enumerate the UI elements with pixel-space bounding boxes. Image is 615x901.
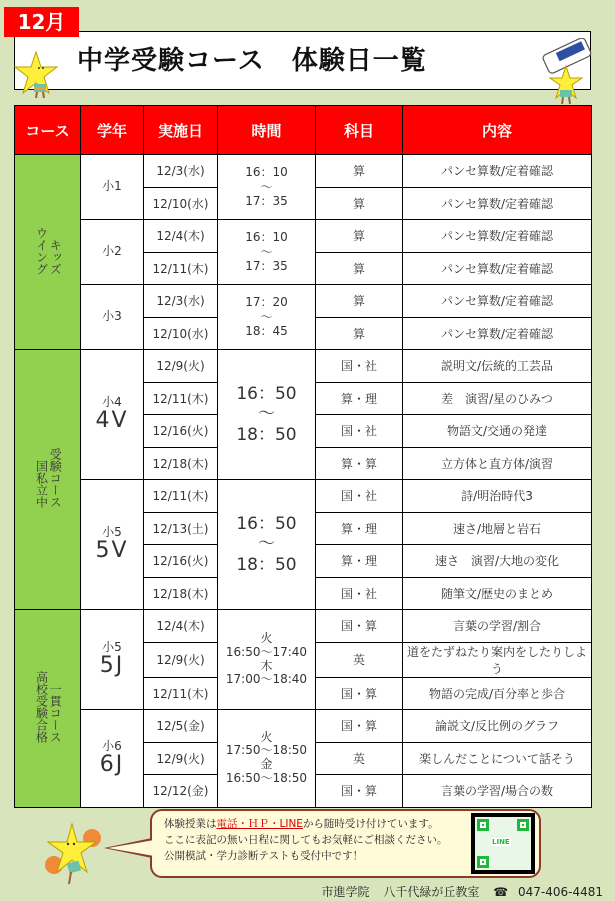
subject-cell: 国・算 (316, 610, 403, 643)
date-cell: 12/4(木) (144, 220, 218, 253)
content-cell: 説明文/伝統的工芸品 (403, 350, 592, 383)
subject-cell: 算 (316, 317, 403, 350)
table-row (15, 285, 592, 318)
subject-cell: 算・算 (316, 447, 403, 480)
date-cell: 12/10(水) (144, 317, 218, 350)
time-cell: 火 17:50～18:50 金 16:50～18:50 (218, 710, 316, 808)
content-cell: 速さ 演習/大地の変化 (403, 545, 592, 578)
content-cell: 物語文/交通の発達 (403, 415, 592, 448)
course-cell-high-school (15, 610, 81, 808)
info-callout (150, 809, 541, 878)
course-name-line: 高校受験合格 (34, 670, 49, 743)
course-cell-national-private (15, 350, 81, 610)
subject-cell: 国・算 (316, 710, 403, 743)
subject-cell: 算 (316, 220, 403, 253)
content-cell: 物語の完成/百分率と歩合 (403, 677, 592, 710)
callout-line-3: 公開模試・学力診断テストも受付中です！ (164, 850, 364, 862)
subject-cell: 国・社 (316, 577, 403, 610)
time-cell: 火 16:50～17:40 木 17:00～18:40 (218, 610, 316, 710)
subject-cell: 算・理 (316, 545, 403, 578)
grade-cell: 小1 (81, 155, 144, 220)
grade-cell: 小3 (81, 285, 144, 350)
star-pompom-mascot-icon (44, 820, 104, 888)
subject-cell: 英 (316, 742, 403, 775)
date-cell: 12/11(木) (144, 677, 218, 710)
callout-tail-inner (108, 840, 154, 856)
callout-line-2: ここに表記の無い日程に関してもお気軽にご相談ください。 (164, 834, 448, 846)
month-badge: 12月 (4, 7, 79, 37)
subject-cell: 算 (316, 285, 403, 318)
table-row (15, 155, 592, 188)
date-cell: 12/11(木) (144, 252, 218, 285)
content-cell: 立方体と直方体/演習 (403, 447, 592, 480)
content-cell: 差 演習/星のひみつ (403, 382, 592, 415)
school-name: 市進学院 (321, 885, 370, 899)
grade-cell: 小2 (81, 220, 144, 285)
content-cell: パンセ算数/定着確認 (403, 155, 592, 188)
qr-label: LINE (492, 838, 510, 846)
header-grade: 学年 (81, 106, 144, 155)
eraser-star-mascot-icon (536, 38, 598, 106)
subject-cell: 算・理 (316, 382, 403, 415)
content-cell: パンセ算数/定着確認 (403, 317, 592, 350)
date-cell: 12/18(木) (144, 577, 218, 610)
callout-line-1: 体験授業は電話・ＨＰ・LINEから随時受け付けています。 (164, 818, 439, 830)
content-cell: パンセ算数/定着確認 (403, 285, 592, 318)
subject-cell: 国・社 (316, 415, 403, 448)
subject-cell: 算 (316, 155, 403, 188)
content-cell: 随筆文/歴史のまとめ (403, 577, 592, 610)
date-cell: 12/9(火) (144, 350, 218, 383)
phone-number: 047-406-4481 (517, 885, 603, 899)
content-cell: 詩/明治時代3 (403, 480, 592, 513)
course-name-line: 一貫コース (48, 682, 63, 743)
table-row (15, 220, 592, 253)
date-cell: 12/16(火) (144, 415, 218, 448)
date-cell: 12/16(火) (144, 545, 218, 578)
date-cell: 12/18(木) (144, 447, 218, 480)
content-cell: 道をたずねたり案内をしたりしよう (403, 642, 592, 677)
header-date: 実施日 (144, 106, 218, 155)
date-cell: 12/3(水) (144, 285, 218, 318)
subject-cell: 算 (316, 187, 403, 220)
subject-cell: 英 (316, 642, 403, 677)
course-name-line: キッズ (48, 238, 63, 275)
time-cell: 16：10 ～ 17：35 (218, 220, 316, 285)
date-cell: 12/13(土) (144, 512, 218, 545)
footer (312, 883, 603, 900)
grade-cell: 小6 6J (81, 710, 144, 808)
contact-link[interactable]: 電話・ＨＰ・LINE (216, 818, 303, 830)
table-row (15, 710, 592, 743)
course-cell-wing-kids (15, 155, 81, 350)
header-content: 内容 (403, 106, 592, 155)
subject-cell: 算 (316, 252, 403, 285)
grade-cell: 小5 5J (81, 610, 144, 710)
table-row (15, 610, 592, 643)
page-title: 中学受験コース 体験日一覧 (77, 46, 427, 76)
qr-code-icon (475, 817, 531, 870)
table-header-row (15, 106, 592, 155)
table-row (15, 480, 592, 513)
time-cell: 17：20 ～ 18：45 (218, 285, 316, 350)
grade-cell: 小4 4V (81, 350, 144, 480)
header-course: コース (15, 106, 81, 155)
content-cell: パンセ算数/定着確認 (403, 220, 592, 253)
time-cell: 16：10 ～ 17：35 (218, 155, 316, 220)
date-cell: 12/12(金) (144, 775, 218, 808)
content-cell: パンセ算数/定着確認 (403, 187, 592, 220)
subject-cell: 国・算 (316, 677, 403, 710)
course-name-line: 受験コース (48, 448, 63, 508)
subject-cell: 国・社 (316, 480, 403, 513)
date-cell: 12/3(水) (144, 155, 218, 188)
schedule-table (14, 105, 592, 808)
table-row (15, 350, 592, 383)
phone-icon: ☎ (493, 885, 509, 899)
date-cell: 12/9(火) (144, 642, 218, 677)
header-subject: 科目 (316, 106, 403, 155)
content-cell: 楽しんだことについて話そう (403, 742, 592, 775)
course-name-line: ウイング (34, 226, 49, 275)
time-cell: 16：50 ～ 18：50 (218, 350, 316, 480)
title-box (14, 31, 591, 90)
line-qr-code[interactable] (471, 813, 535, 874)
date-cell: 12/11(木) (144, 382, 218, 415)
subject-cell: 国・算 (316, 775, 403, 808)
time-cell: 16：50 ～ 18：50 (218, 480, 316, 610)
date-cell: 12/5(金) (144, 710, 218, 743)
course-name-line: 国私立中 (34, 460, 49, 508)
subject-cell: 算・理 (316, 512, 403, 545)
branch-name: 八千代緑が丘教室 (383, 885, 480, 899)
content-cell: 言葉の学習/場合の数 (403, 775, 592, 808)
subject-cell: 国・社 (316, 350, 403, 383)
date-cell: 12/4(木) (144, 610, 218, 643)
content-cell: 言葉の学習/割合 (403, 610, 592, 643)
callout-text (164, 816, 474, 864)
star-mascot-icon (14, 50, 60, 100)
content-cell: 速さ/地層と岩石 (403, 512, 592, 545)
grade-cell: 小5 5V (81, 480, 144, 610)
content-cell: 論説文/反比例のグラフ (403, 710, 592, 743)
date-cell: 12/10(水) (144, 187, 218, 220)
header-time: 時間 (218, 106, 316, 155)
content-cell: パンセ算数/定着確認 (403, 252, 592, 285)
date-cell: 12/11(木) (144, 480, 218, 513)
date-cell: 12/9(火) (144, 742, 218, 775)
